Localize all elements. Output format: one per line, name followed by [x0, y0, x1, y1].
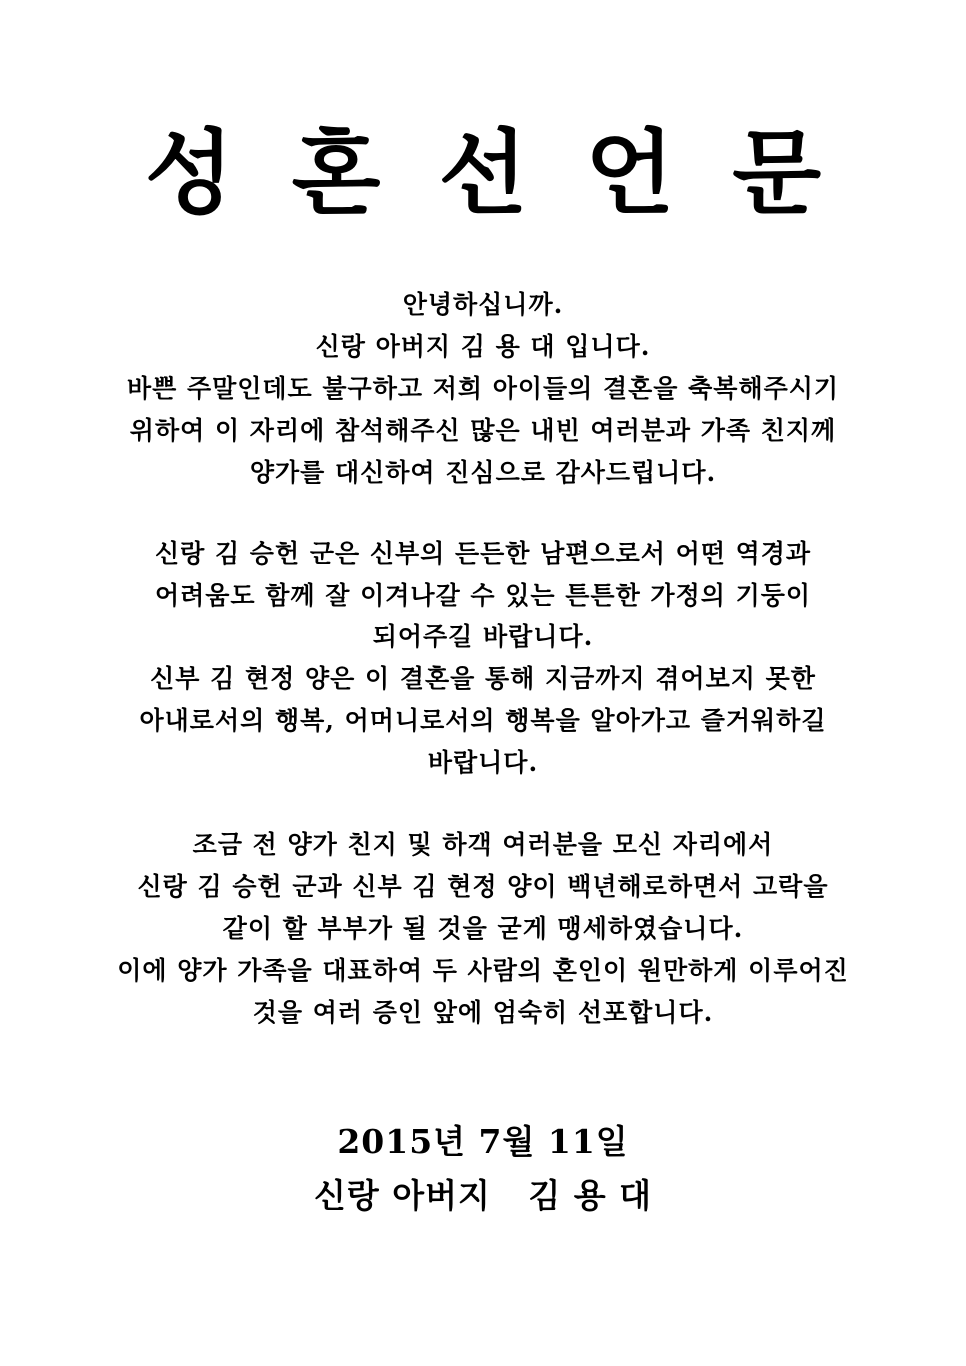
paragraph-2-line-5: 아내로서의 행복, 어머니로서의 행복을 알아가고 즐거워하길: [139, 706, 827, 735]
paragraph-1-line-4: 위하여 이 자리에 참석해주신 많은 내빈 여러분과 가족 친지께: [129, 416, 837, 445]
paragraph-2-line-4: 신부 김 현정 양은 이 결혼을 통해 지금까지 겪어보지 못한: [150, 664, 816, 693]
paragraph-1-line-2: 신랑 아버지 김 용 대 입니다.: [315, 332, 651, 361]
paragraph-1-line-1: 안녕하십니까.: [402, 290, 564, 319]
paragraph-3-line-4: 이에 양가 가족을 대표하여 두 사람의 혼인이 원만하게 이루어진: [117, 956, 849, 985]
paragraph-2-line-3: 되어주길 바랍니다.: [372, 622, 594, 651]
paragraph-2-line-1: 신랑 김 승헌 군은 신부의 든든한 남편으로서 어떤 역경과: [154, 539, 812, 568]
paragraph-2-line-6: 바랍니다.: [427, 748, 539, 777]
document-date: 2015년 7월 11일: [337, 1122, 629, 1161]
paragraph-3-line-2: 신랑 김 승헌 군과 신부 김 현정 양이 백년해로하면서 고락을: [137, 872, 829, 901]
paragraph-1-line-5: 양가를 대신하여 진심으로 감사드립니다.: [249, 458, 717, 487]
paragraph-3-line-1: 조금 전 양가 친지 및 하객 여러분을 모신 자리에서: [192, 830, 774, 859]
paragraph-2-line-2: 어려움도 함께 잘 이겨나갈 수 있는 튼튼한 가정의 기둥이: [154, 581, 812, 610]
paragraph-3-line-3: 같이 할 부부가 될 것을 굳게 맹세하였습니다.: [222, 914, 744, 943]
signature-line: 신랑 아버지 김 용 대: [314, 1176, 652, 1215]
document-title: 성혼선언문: [144, 119, 880, 227]
paragraph-1-line-3: 바쁜 주말인데도 불구하고 저희 아이들의 결혼을 축복해주시기: [126, 374, 840, 403]
paragraph-3-line-5: 것을 여러 증인 앞에 엄숙히 선포합니다.: [252, 998, 714, 1027]
